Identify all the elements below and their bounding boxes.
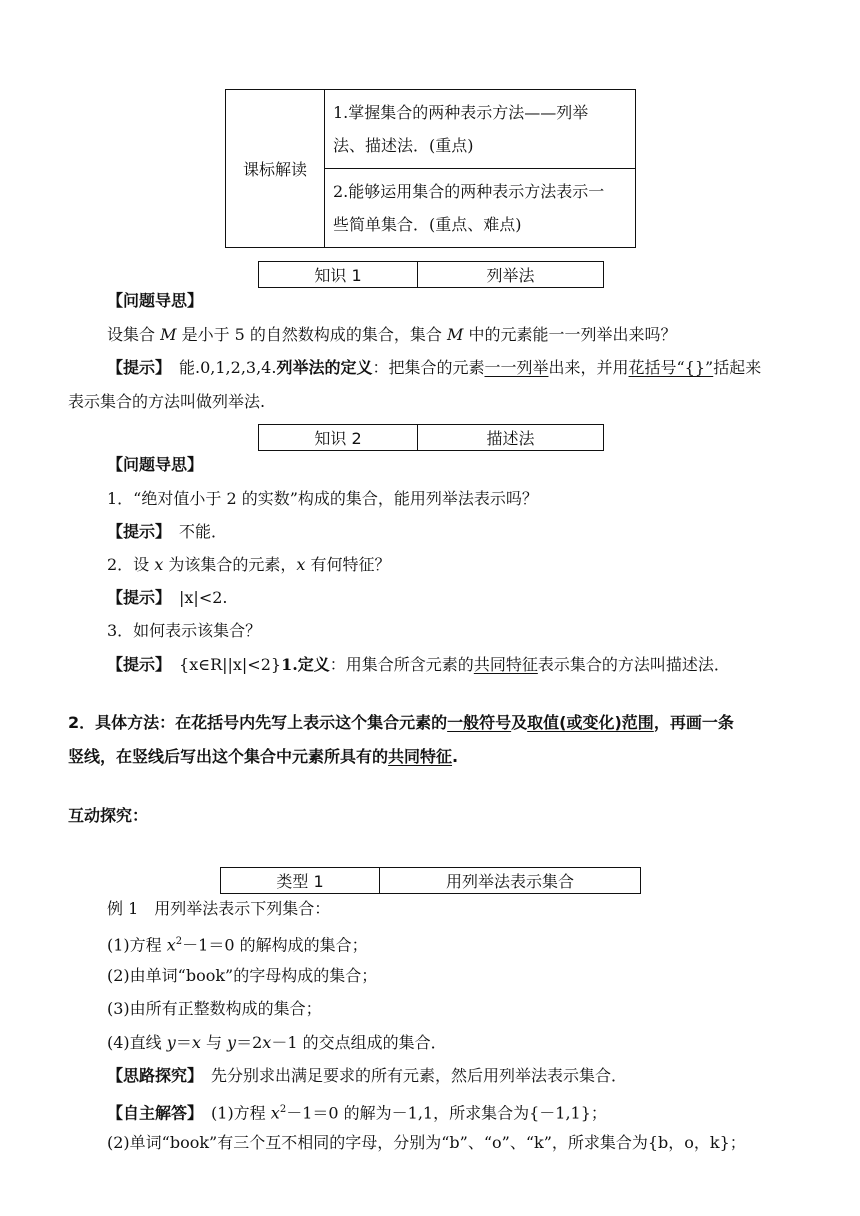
knowledge-2-section-heading: 【问题导思】 bbox=[107, 455, 204, 474]
objectives-label: 课标解读 bbox=[226, 90, 325, 248]
knowledge-1-header bbox=[258, 261, 604, 288]
knowledge-1-definition-cont: 表示集合的方法叫做列举法. bbox=[68, 392, 266, 411]
example-item-2: (2)由单词“book”的字母构成的集合； bbox=[107, 966, 378, 985]
think-explore: 【思路探究】 先分别求出满足要求的所有元素，然后用列举法表示集合． bbox=[107, 1066, 628, 1085]
example-item-3: (3)由所有正整数构成的集合； bbox=[107, 999, 322, 1018]
knowledge-2-hint-2: 【提示】 |x|<2. bbox=[107, 588, 228, 607]
type-1-title: 用列举法表示集合 bbox=[380, 868, 641, 894]
method-line-1: 2．具体方法：在花括号内先写上表示这个集合元素的一般符号及取值(或变化)范围，再画一条 bbox=[68, 713, 734, 732]
knowledge-2-question-1: 1．“绝对值小于 2 的实数”构成的集合，能用列举法表示吗？ bbox=[107, 489, 538, 508]
knowledge-1-section-heading: 【问题导思】 bbox=[107, 291, 204, 310]
objective-item-1: 1.掌握集合的两种表示方法——列举 法、描述法．(重点) bbox=[325, 90, 636, 169]
example-item-1: (1)方程 $x^2-1=0$ 的解构成的集合； bbox=[107, 935, 368, 955]
example-item-4: (4)直线 y＝x 与 y＝2x－1 的交点组成的集合． bbox=[107, 1033, 447, 1052]
example-1-prompt: 例 1 用列举法表示下列集合： bbox=[107, 899, 331, 918]
answer-2: (2)单词“book”有三个互不相同的字母，分别为“b”、“o”、“k”，所求集合为{b，o，k}； bbox=[107, 1133, 746, 1152]
knowledge-2-header bbox=[258, 424, 604, 451]
knowledge-1-question: 设集合 M 是小于 5 的自然数构成的集合，集合 M 中的元素能一一列举出来吗？ bbox=[107, 325, 677, 344]
knowledge-1-title: 列举法 bbox=[418, 262, 604, 288]
interactive-heading: 互动探究： bbox=[68, 806, 149, 825]
objectives-table bbox=[225, 89, 636, 248]
answer-1: 【自主解答】 (1)方程 $x^2-1=0$ 的解为－1,1，所求集合为{－1,1}； bbox=[107, 1103, 607, 1123]
knowledge-2-hint-1: 【提示】 不能． bbox=[107, 522, 228, 541]
knowledge-2-title: 描述法 bbox=[418, 425, 604, 451]
type-1-label: 类型 1 bbox=[221, 868, 380, 894]
knowledge-2-label: 知识 2 bbox=[259, 425, 418, 451]
method-line-2: 竖线，在竖线后写出这个集合中元素所具有的共同特征. bbox=[68, 747, 459, 766]
objective-item-2: 2.能够运用集合的两种表示方法表示一 些简单集合．(重点、难点) bbox=[325, 169, 636, 248]
knowledge-1-label: 知识 1 bbox=[259, 262, 418, 288]
knowledge-2-question-2: 2．设 x 为该集合的元素，x 有何特征？ bbox=[107, 555, 391, 574]
knowledge-1-hint: 【提示】 能.0,1,2,3,4.列举法的定义：把集合的元素一一列举出来，并用花括号“{}”括起来 bbox=[107, 358, 762, 377]
knowledge-2-question-3: 3．如何表示该集合？ bbox=[107, 621, 262, 640]
knowledge-2-hint-3: 【提示】 {x∈R||x|<2}1.定义：用集合所含元素的共同特征表示集合的方法叫描述法． bbox=[107, 655, 730, 674]
type-1-header bbox=[220, 867, 641, 894]
